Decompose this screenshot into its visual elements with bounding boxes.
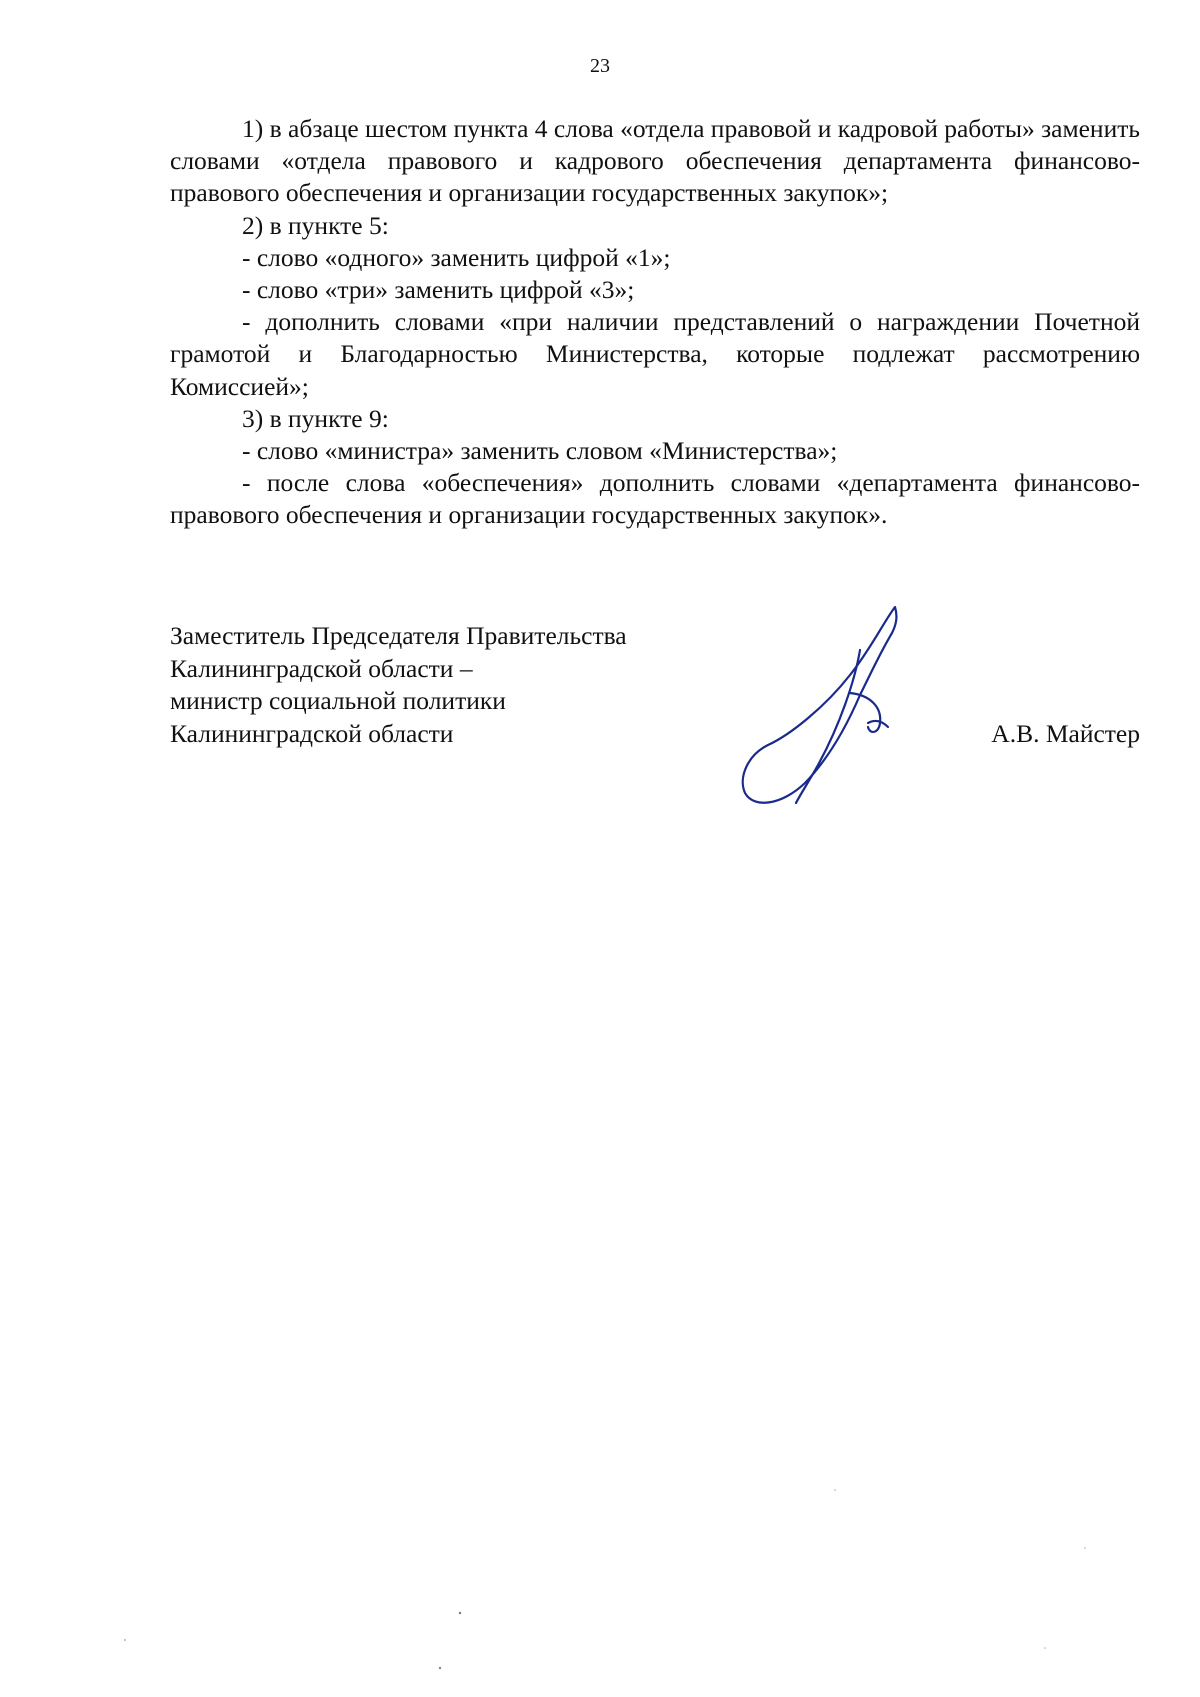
paragraph-item-2-2: - слово «три» заменить цифрой «3»; xyxy=(242,275,635,305)
speck xyxy=(459,1612,461,1614)
signature-tail xyxy=(868,721,888,727)
handwritten-signature xyxy=(720,595,900,810)
paragraph-item-2-1: - слово «одного» заменить цифрой «1»; xyxy=(242,242,671,272)
signature-hook xyxy=(850,693,880,732)
speck xyxy=(834,1489,836,1491)
document-body xyxy=(170,113,1140,532)
speck xyxy=(1084,1547,1086,1549)
paragraph-item-3-1: - слово «министра» заменить словом «Министерства»; xyxy=(242,436,838,466)
position-line: Калининградской области – xyxy=(170,653,473,683)
signatory-position xyxy=(170,620,730,750)
paragraph-item-3: 3) в пункте 9: xyxy=(242,403,389,433)
position-line: Заместитель Председателя Правительства xyxy=(170,621,627,650)
signature-loop xyxy=(743,607,897,803)
signatory-name: А.В. Майстер xyxy=(991,719,1140,748)
speck xyxy=(124,1639,126,1641)
paragraph-item-3-2: - после слова «обеспечения» дополнить словами «департамента финансово-правового обеспечения и организации государственных закупок». xyxy=(170,468,1140,530)
page-number: 23 xyxy=(590,55,610,77)
paragraph-item-2: 2) в пункте 5: xyxy=(242,210,389,240)
position-line: Калининградской области xyxy=(170,718,454,748)
paragraph-item-1: 1) в абзаце шестом пункта 4 слова «отдела правовой и кадровой работы» заменить словами «отдела правового и кадрового обеспечения департамента финансово-правового обеспечения и организации государственных закупок»; xyxy=(170,114,1140,208)
speck xyxy=(439,1667,441,1669)
speck xyxy=(1044,1647,1046,1649)
position-line: министр социальной политики xyxy=(170,686,506,715)
paragraph-item-2-3: - дополнить словами «при наличии представлений о награждении Почетной грамотой и Благодарностью Министерства, которые подлежат рассмотрению Комиссией»; xyxy=(170,307,1140,401)
